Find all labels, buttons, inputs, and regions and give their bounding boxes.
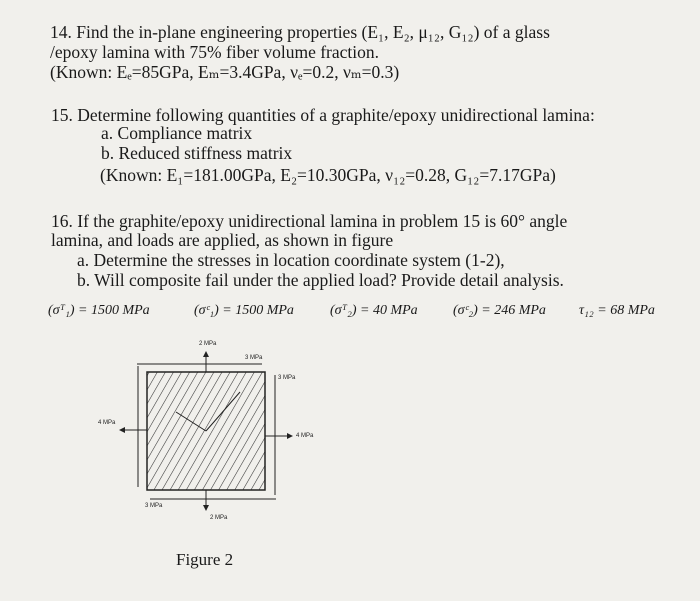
strength-sigma1-tension: (σᵀ₁) = 1500 MPa (48, 303, 150, 318)
label-right-shear: 3 MPa (278, 375, 296, 381)
problem-15-line-1: 15. Determine following quantities of a graphite/epoxy unidirectional lamina: (51, 105, 595, 125)
problem-16-line-1: 16. If the graphite/epoxy unidirectional lamina in problem 15 is 60° angle (51, 211, 568, 231)
label-bottom-shear: 3 MPa (145, 503, 163, 509)
problem-14-line-2: /epoxy lamina with 75% fiber volume fraction. (50, 42, 380, 62)
label-left-load: 4 MPa (98, 420, 116, 426)
problem-16-item-b: b. Will composite fail under the applied load? Provide detail analysis. (77, 270, 564, 290)
label-bottom-load: 2 MPa (210, 515, 228, 521)
label-top-shear: 3 MPa (245, 355, 263, 361)
strength-sigma1-compression: (σᶜ₁) = 1500 MPa (194, 303, 294, 318)
problem-15-item-a: a. Compliance matrix (101, 123, 253, 143)
problem-14-known: (Known: Eₑ=85GPa, Eₘ=3.4GPa, νₑ=0.2, νₘ=0.3) (50, 62, 400, 82)
problem-15-item-b: b. Reduced stiffness matrix (101, 143, 293, 163)
label-top-load: 2 MPa (199, 341, 217, 347)
problem-14-line-1: 14. Find the in-plane engineering properties (E₁, E₂, μ₁₂, G₁₂) of a glass (50, 22, 550, 42)
problem-15-known: (Known: E₁=181.00GPa, E₂=10.30GPa, ν₁₂=0.28, G₁₂=7.17GPa) (100, 165, 556, 185)
strength-sigma2-compression: (σᶜ₂) = 246 MPa (453, 303, 546, 318)
strength-tau12-shear: τ₁₂ = 68 MPa (579, 303, 655, 318)
label-right-load: 4 MPa (296, 433, 314, 439)
problem-16-item-a: a. Determine the stresses in location coordinate system (1-2), (77, 250, 505, 270)
problem-16-line-2: lamina, and loads are applied, as shown in figure (51, 230, 394, 250)
strength-sigma2-tension: (σᵀ₂) = 40 MPa (330, 303, 418, 318)
figure-caption: Figure 2 (176, 550, 234, 569)
